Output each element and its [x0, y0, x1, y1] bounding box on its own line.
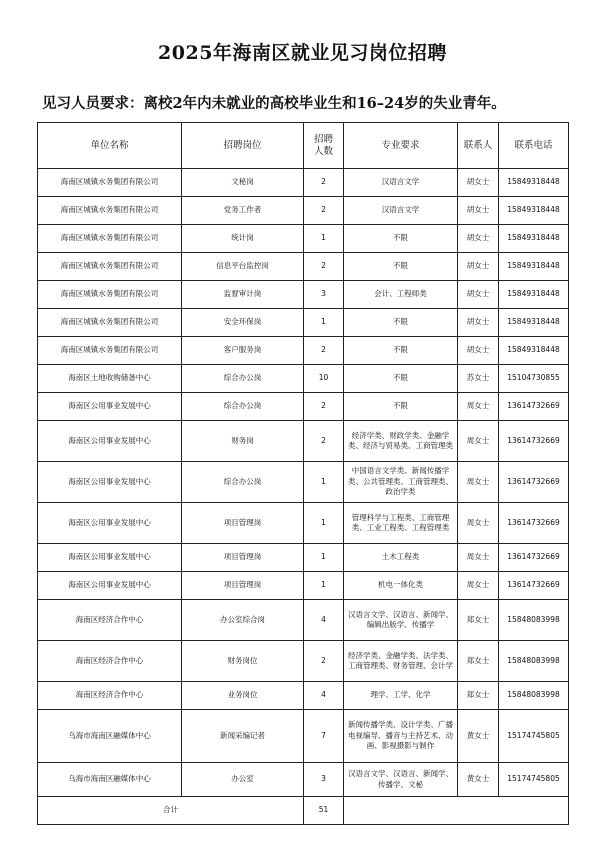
- phone-cell: 15849318448: [499, 225, 569, 253]
- contact-cell: 胡女士: [458, 197, 499, 225]
- count-cell: 7: [304, 710, 344, 763]
- header-contact: 联系人: [458, 123, 499, 169]
- table-row: [38, 544, 569, 572]
- unit-cell: 海南区经济合作中心: [38, 682, 182, 710]
- unit-cell: 海南区城镇水务集团有限公司: [38, 169, 182, 197]
- page-title: 2025年海南区就业见习岗位招聘: [158, 42, 447, 64]
- post-cell: 文秘岗: [182, 169, 304, 197]
- post-cell: 新闻采编记者: [182, 710, 304, 763]
- major-cell: 不限: [344, 225, 458, 253]
- post-cell: 信息平台监控岗: [182, 253, 304, 281]
- count-cell: 2: [304, 393, 344, 421]
- contact-cell: 胡女士: [458, 169, 499, 197]
- header-unit: 单位名称: [38, 123, 182, 169]
- job-table: [37, 122, 569, 825]
- phone-cell: 15848083998: [499, 641, 569, 682]
- post-cell: 办公室综合岗: [182, 600, 304, 641]
- contact-cell: 胡女士: [458, 337, 499, 365]
- count-cell: 1: [304, 309, 344, 337]
- phone-cell: 15174745805: [499, 710, 569, 763]
- post-cell: 综合办公岗: [182, 462, 304, 503]
- table-row: [38, 393, 569, 421]
- unit-cell: 海南区城镇水务集团有限公司: [38, 281, 182, 309]
- table-row: [38, 225, 569, 253]
- major-cell: 管理科学与工程类、工商管理类、工业工程类、工程管理类: [344, 503, 458, 544]
- post-cell: 财务岗位: [182, 641, 304, 682]
- contact-cell: 周女士: [458, 503, 499, 544]
- major-cell: 中国语言文学类、新闻传播学类、公共管理类、工商管理类、政治学类: [344, 462, 458, 503]
- table-row: [38, 365, 569, 393]
- contact-cell: 胡女士: [458, 309, 499, 337]
- unit-cell: 海南区公用事业发展中心: [38, 462, 182, 503]
- phone-cell: 13614732669: [499, 462, 569, 503]
- phone-cell: 13614732669: [499, 503, 569, 544]
- table-row: [38, 253, 569, 281]
- header-count: 招聘人数: [304, 123, 344, 169]
- contact-cell: 胡女士: [458, 281, 499, 309]
- contact-cell: 苏女士: [458, 365, 499, 393]
- count-cell: 1: [304, 544, 344, 572]
- header-post: 招聘岗位: [182, 123, 304, 169]
- phone-cell: 13614732669: [499, 572, 569, 600]
- major-cell: 新闻传播学类、设计学类、广播电视编导、播音与主持艺术、动画、影视摄影与制作: [344, 710, 458, 763]
- phone-cell: 13614732669: [499, 544, 569, 572]
- total-row: [38, 797, 569, 825]
- count-cell: 10: [304, 365, 344, 393]
- unit-cell: 海南区经济合作中心: [38, 600, 182, 641]
- phone-cell: 15849318448: [499, 197, 569, 225]
- phone-cell: 15849318448: [499, 281, 569, 309]
- major-cell: 理学、工学、化学: [344, 682, 458, 710]
- major-cell: 汉语言文学、汉语言、新闻学、传播学、文秘: [344, 763, 458, 797]
- contact-cell: 周女士: [458, 393, 499, 421]
- count-cell: 2: [304, 169, 344, 197]
- post-cell: 监督审计岗: [182, 281, 304, 309]
- post-cell: 综合办公岗: [182, 393, 304, 421]
- post-cell: 项目管理岗: [182, 572, 304, 600]
- count-cell: 2: [304, 641, 344, 682]
- major-cell: 汉语言文学: [344, 197, 458, 225]
- phone-cell: 15849318448: [499, 337, 569, 365]
- major-cell: 经济学类、财政学类、金融学类、经济与贸易类、工商管理类: [344, 421, 458, 462]
- post-cell: 党务工作者: [182, 197, 304, 225]
- unit-cell: 海南区城镇水务集团有限公司: [38, 225, 182, 253]
- unit-cell: 海南区公用事业发展中心: [38, 421, 182, 462]
- header-phone: 联系电话: [499, 123, 569, 169]
- count-cell: 1: [304, 462, 344, 503]
- table-row: [38, 710, 569, 763]
- table-row: [38, 197, 569, 225]
- total-count: 51: [304, 797, 344, 825]
- unit-cell: 乌海市海南区融媒体中心: [38, 763, 182, 797]
- table-row: [38, 421, 569, 462]
- count-cell: 1: [304, 225, 344, 253]
- post-cell: 业务岗位: [182, 682, 304, 710]
- post-cell: 项目管理岗: [182, 544, 304, 572]
- post-cell: 办公室: [182, 763, 304, 797]
- count-cell: 2: [304, 337, 344, 365]
- unit-cell: 乌海市海南区融媒体中心: [38, 710, 182, 763]
- table-row: [38, 462, 569, 503]
- major-cell: 汉语言文学: [344, 169, 458, 197]
- count-cell: 4: [304, 682, 344, 710]
- table-row: [38, 503, 569, 544]
- table-row: [38, 763, 569, 797]
- table-row: [38, 600, 569, 641]
- unit-cell: 海南区土地收购储备中心: [38, 365, 182, 393]
- major-cell: 会计、工程师类: [344, 281, 458, 309]
- unit-cell: 海南区城镇水务集团有限公司: [38, 337, 182, 365]
- contact-cell: 周女士: [458, 544, 499, 572]
- unit-cell: 海南区公用事业发展中心: [38, 503, 182, 544]
- phone-cell: 13614732669: [499, 393, 569, 421]
- major-cell: 不限: [344, 337, 458, 365]
- major-cell: 不限: [344, 365, 458, 393]
- contact-cell: 郑女士: [458, 600, 499, 641]
- post-cell: 安全环保岗: [182, 309, 304, 337]
- major-cell: 不限: [344, 253, 458, 281]
- table-row: [38, 281, 569, 309]
- total-label: 合计: [38, 797, 304, 825]
- post-cell: 财务岗: [182, 421, 304, 462]
- post-cell: 项目管理岗: [182, 503, 304, 544]
- major-cell: 土木工程类: [344, 544, 458, 572]
- table-row: [38, 309, 569, 337]
- major-cell: 机电一体化类: [344, 572, 458, 600]
- contact-cell: 郑女士: [458, 641, 499, 682]
- contact-cell: 黄女士: [458, 710, 499, 763]
- post-cell: 综合办公岗: [182, 365, 304, 393]
- unit-cell: 海南区经济合作中心: [38, 641, 182, 682]
- table-header-row: [38, 123, 569, 169]
- unit-cell: 海南区城镇水务集团有限公司: [38, 253, 182, 281]
- phone-cell: 15849318448: [499, 309, 569, 337]
- post-cell: 统计岗: [182, 225, 304, 253]
- table-row: [38, 641, 569, 682]
- unit-cell: 海南区公用事业发展中心: [38, 572, 182, 600]
- major-cell: 不限: [344, 393, 458, 421]
- header-major: 专业要求: [344, 123, 458, 169]
- major-cell: 经济学类、金融学类、法学类、工商管理类、财务管理、会计学: [344, 641, 458, 682]
- major-cell: 不限: [344, 309, 458, 337]
- post-cell: 客户服务岗: [182, 337, 304, 365]
- unit-cell: 海南区城镇水务集团有限公司: [38, 309, 182, 337]
- total-blank: [344, 797, 569, 825]
- unit-cell: 海南区城镇水务集团有限公司: [38, 197, 182, 225]
- contact-cell: 黄女士: [458, 763, 499, 797]
- count-cell: 3: [304, 281, 344, 309]
- table-row: [38, 337, 569, 365]
- count-cell: 2: [304, 421, 344, 462]
- phone-cell: 15849318448: [499, 253, 569, 281]
- applicant-requirement: 见习人员要求：离校2年内未就业的高校毕业生和16–24岁的失业青年。: [42, 95, 506, 112]
- contact-cell: 胡女士: [458, 253, 499, 281]
- count-cell: 2: [304, 253, 344, 281]
- count-cell: 1: [304, 503, 344, 544]
- phone-cell: 15849318448: [499, 169, 569, 197]
- phone-cell: 15848083998: [499, 682, 569, 710]
- table-row: [38, 572, 569, 600]
- phone-cell: 15174745805: [499, 763, 569, 797]
- table-row: [38, 682, 569, 710]
- contact-cell: 周女士: [458, 462, 499, 503]
- contact-cell: 周女士: [458, 572, 499, 600]
- contact-cell: 周女士: [458, 421, 499, 462]
- count-cell: 1: [304, 572, 344, 600]
- phone-cell: 15848083998: [499, 600, 569, 641]
- contact-cell: 郑女士: [458, 682, 499, 710]
- table-row: [38, 169, 569, 197]
- phone-cell: 15104730855: [499, 365, 569, 393]
- count-cell: 3: [304, 763, 344, 797]
- major-cell: 汉语言文学、汉语言、新闻学、编辑出版学、传播学: [344, 600, 458, 641]
- unit-cell: 海南区公用事业发展中心: [38, 544, 182, 572]
- contact-cell: 胡女士: [458, 225, 499, 253]
- count-cell: 2: [304, 197, 344, 225]
- unit-cell: 海南区公用事业发展中心: [38, 393, 182, 421]
- phone-cell: 13614732669: [499, 421, 569, 462]
- count-cell: 4: [304, 600, 344, 641]
